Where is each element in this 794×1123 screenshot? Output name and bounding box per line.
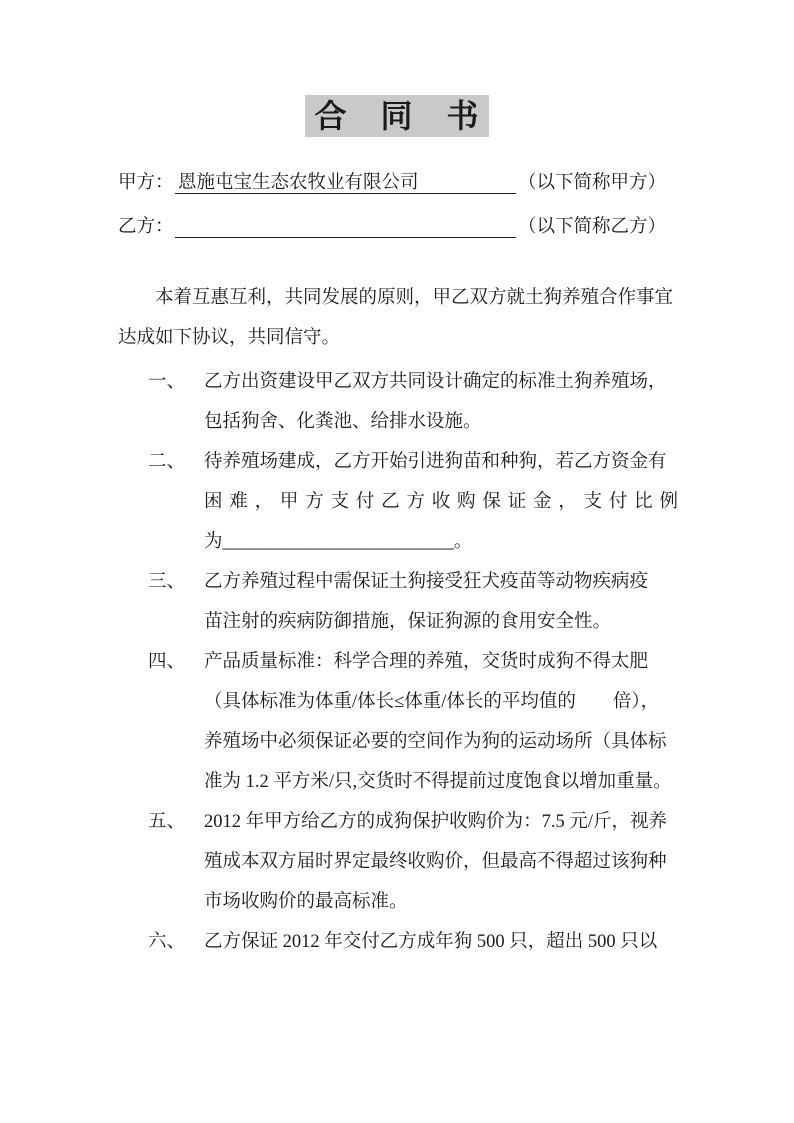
item-line: 养殖场中必须保证必要的空间作为狗的运动场所（具体标 — [204, 732, 667, 752]
item-line: 包括狗舍、化粪池、给排水设施。 — [204, 412, 482, 432]
party-a-row — [118, 164, 680, 208]
item-body — [204, 802, 678, 922]
item-line: 乙方养殖过程中需保证土狗接受狂犬疫苗等动物疾病疫 — [204, 572, 649, 592]
item-line: 2012 年甲方给乙方的成狗保护收购价为：7.5 元/斤，视养 — [204, 812, 668, 832]
party-a-name: 恩施屯宝生态农牧业有限公司 — [178, 173, 419, 193]
contract-item-4 — [148, 642, 678, 802]
contract-item-3 — [148, 562, 678, 642]
item-number: 二、 — [148, 452, 186, 472]
preamble-paragraph — [118, 278, 680, 358]
item-number: 三、 — [148, 572, 186, 592]
item-body — [204, 922, 678, 962]
contract-item-2 — [148, 442, 678, 562]
item-number: 四、 — [148, 652, 186, 672]
preamble-line: 达成如下协议，共同信守。 — [118, 328, 341, 348]
item-line: 产品质量标准：科学合理的养殖，交货时成狗不得太肥 — [204, 652, 649, 672]
item-number: 一、 — [148, 372, 186, 392]
item-line: 乙方保证 2012 年交付乙方成年狗 500 只，超出 500 只以 — [204, 932, 658, 952]
item-line: （具体标准为体重/体长≤体重/体长的平均值的 倍）， — [204, 692, 660, 712]
document-title: 合 同 书 — [305, 95, 488, 137]
preamble-line: 本着互惠互利，共同发展的原则，甲乙双方就土狗养殖合作事宜 — [155, 288, 674, 308]
party-b-blank-underline — [175, 237, 516, 238]
item-line: 殖成本双方届时界定最终收购价，但最高不得超过该狗种 — [204, 852, 667, 872]
item-line: 苗注射的疾病防御措施，保证狗源的食用安全性。 — [204, 612, 612, 632]
item-line: 乙方出资建设甲乙双方共同设计确定的标准土狗养殖场， — [204, 372, 667, 392]
contract-item-6 — [148, 922, 678, 962]
item-line: 市场收购价的最高标准。 — [204, 892, 408, 912]
contract-clauses — [148, 362, 678, 962]
item-line: 待养殖场建成，乙方开始引进狗苗和种狗，若乙方资金有 — [204, 452, 667, 472]
item-number: 五、 — [148, 812, 186, 832]
item-body — [204, 562, 678, 642]
title-row — [0, 95, 794, 137]
item-body — [204, 362, 678, 442]
party-b-note: （以下简称乙方） — [518, 217, 667, 237]
party-a-note: （以下简称甲方） — [518, 173, 667, 193]
item-line: 困难，甲方支付乙方收购保证金，支付比例 — [204, 492, 678, 512]
item-number: 六、 — [148, 932, 186, 952]
item-line: 为_________________________。 — [204, 532, 473, 552]
item-line: 准为 1.2 平方米/只,交货时不得提前过度饱食以增加重量。 — [204, 772, 672, 792]
contract-item-1 — [148, 362, 678, 442]
party-b-label: 乙方： — [118, 217, 174, 237]
item-body — [204, 442, 678, 562]
item-body — [204, 642, 678, 802]
contract-item-5 — [148, 802, 678, 922]
party-a-label: 甲方： — [118, 173, 174, 193]
party-b-row — [118, 208, 680, 252]
parties-block — [118, 164, 680, 252]
